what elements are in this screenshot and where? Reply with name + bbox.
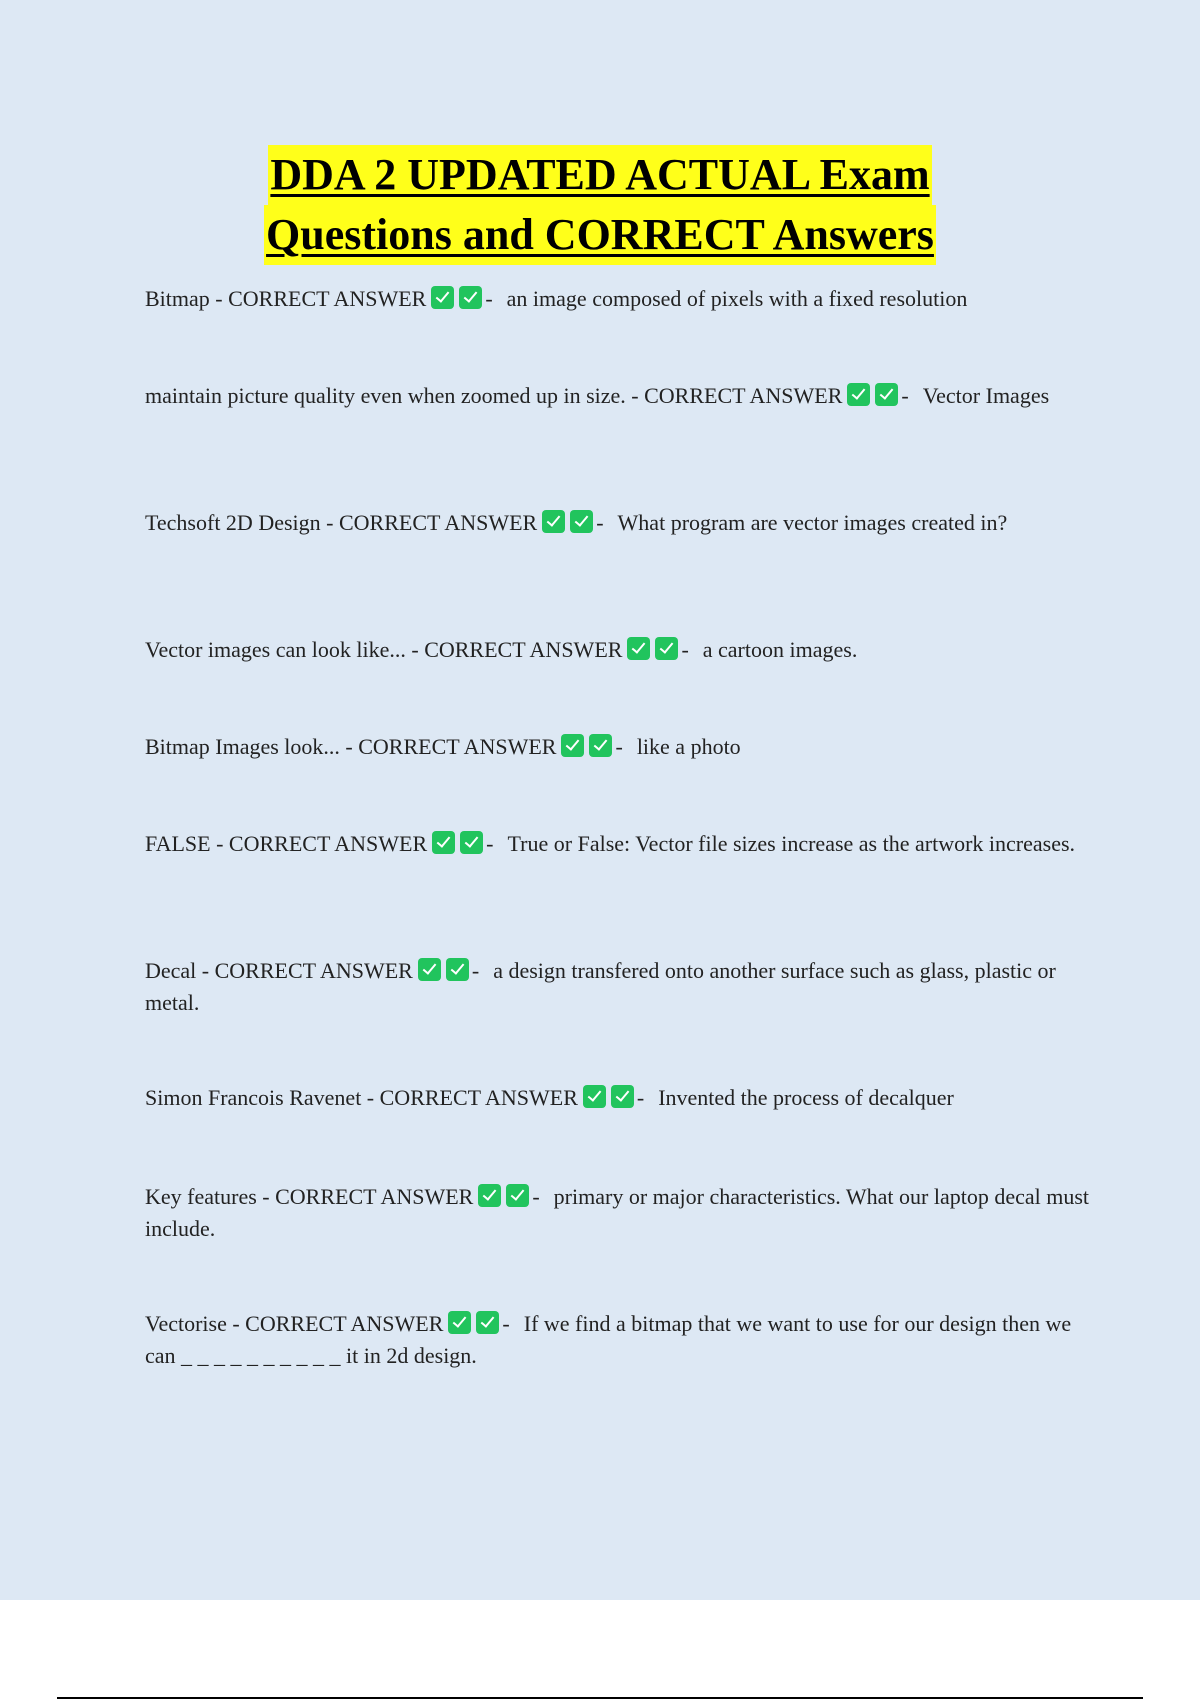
qa-answer: True or False: Vector file sizes increase as the artwork increases. bbox=[507, 831, 1076, 856]
qa-answer: a design transfered onto another surface such as glass, plastic or metal. bbox=[145, 958, 1056, 1015]
title-line-2: Questions and CORRECT Answers bbox=[264, 205, 936, 265]
qa-prompt: Bitmap - CORRECT ANSWER bbox=[145, 286, 427, 311]
qa-item: Key features - CORRECT ANSWER - primary or major characteristics. What our laptop decal must include. bbox=[145, 1184, 1090, 1241]
qa-item: Bitmap Images look... - CORRECT ANSWER - like a photo bbox=[145, 734, 741, 759]
check-box-icon bbox=[570, 510, 593, 533]
check-box-icon bbox=[627, 637, 650, 660]
qa-answer: If we find a bitmap that we want to use for our design then we can _ _ _ _ _ _ _ _ _ _ it in 2d design. bbox=[145, 1311, 1072, 1368]
check-box-icon bbox=[418, 958, 441, 981]
check-box-icon bbox=[542, 510, 565, 533]
qa-item: Simon Francois Ravenet - CORRECT ANSWER - Invented the process of decalquer bbox=[145, 1085, 954, 1110]
qa-prompt: Bitmap Images look... - CORRECT ANSWER bbox=[145, 734, 557, 759]
check-box-icon bbox=[478, 1184, 501, 1207]
qa-answer: a cartoon images. bbox=[702, 637, 858, 662]
qa-prompt: Vector images can look like... - CORRECT ANSWER bbox=[145, 637, 623, 662]
qa-answer: What program are vector images created in? bbox=[617, 510, 1008, 535]
check-box-icon bbox=[476, 1311, 499, 1334]
check-box-icon bbox=[432, 831, 455, 854]
qa-answer: primary or major characteristics. What our laptop decal must include. bbox=[145, 1184, 1090, 1241]
qa-prompt: FALSE - CORRECT ANSWER bbox=[145, 831, 428, 856]
qa-answer: Invented the process of decalquer bbox=[658, 1085, 954, 1110]
qa-item: Vector images can look like... - CORRECT ANSWER - a cartoon images. bbox=[145, 637, 858, 662]
check-box-icon bbox=[583, 1085, 606, 1108]
check-box-icon bbox=[655, 637, 678, 660]
qa-prompt: Simon Francois Ravenet - CORRECT ANSWER bbox=[145, 1085, 578, 1110]
qa-prompt: Vectorise - CORRECT ANSWER bbox=[145, 1311, 444, 1336]
check-box-icon bbox=[431, 286, 454, 309]
check-box-icon bbox=[459, 286, 482, 309]
check-box-icon bbox=[448, 1311, 471, 1334]
qa-item: FALSE - CORRECT ANSWER - True or False: Vector file sizes increase as the artwork increases. bbox=[145, 831, 1076, 856]
qa-answer: an image composed of pixels with a fixed resolution bbox=[506, 286, 968, 311]
qa-item: maintain picture quality even when zoomed up in size. - CORRECT ANSWER - Vector Images bbox=[145, 383, 1050, 408]
check-box-icon bbox=[561, 734, 584, 757]
qa-item: Techsoft 2D Design - CORRECT ANSWER - What program are vector images created in? bbox=[145, 510, 1008, 535]
qa-prompt: Key features - CORRECT ANSWER bbox=[145, 1184, 474, 1209]
check-box-icon bbox=[460, 831, 483, 854]
check-box-icon bbox=[847, 383, 870, 406]
footer-divider bbox=[57, 1697, 1143, 1699]
qa-prompt: Techsoft 2D Design - CORRECT ANSWER bbox=[145, 510, 538, 535]
qa-item: Vectorise - CORRECT ANSWER - If we find a bitmap that we want to use for our design then we can _ _ _ _ _ _ _ _ _ _ it in 2d design. bbox=[145, 1311, 1072, 1368]
qa-prompt: Decal - CORRECT ANSWER bbox=[145, 958, 413, 983]
qa-item: Bitmap - CORRECT ANSWER - an image composed of pixels with a fixed resolution bbox=[145, 286, 968, 311]
check-box-icon bbox=[611, 1085, 634, 1108]
qa-item: Decal - CORRECT ANSWER - a design transfered onto another surface such as glass, plastic or metal. bbox=[145, 958, 1056, 1015]
qa-prompt: maintain picture quality even when zoomed up in size. - CORRECT ANSWER bbox=[145, 383, 843, 408]
check-box-icon bbox=[446, 958, 469, 981]
title-line-1: DDA 2 UPDATED ACTUAL Exam bbox=[268, 145, 931, 205]
check-box-icon bbox=[875, 383, 898, 406]
qa-answer: like a photo bbox=[636, 734, 741, 759]
qa-answer: Vector Images bbox=[922, 383, 1050, 408]
check-box-icon bbox=[589, 734, 612, 757]
document-title bbox=[0, 145, 1200, 265]
check-box-icon bbox=[506, 1184, 529, 1207]
